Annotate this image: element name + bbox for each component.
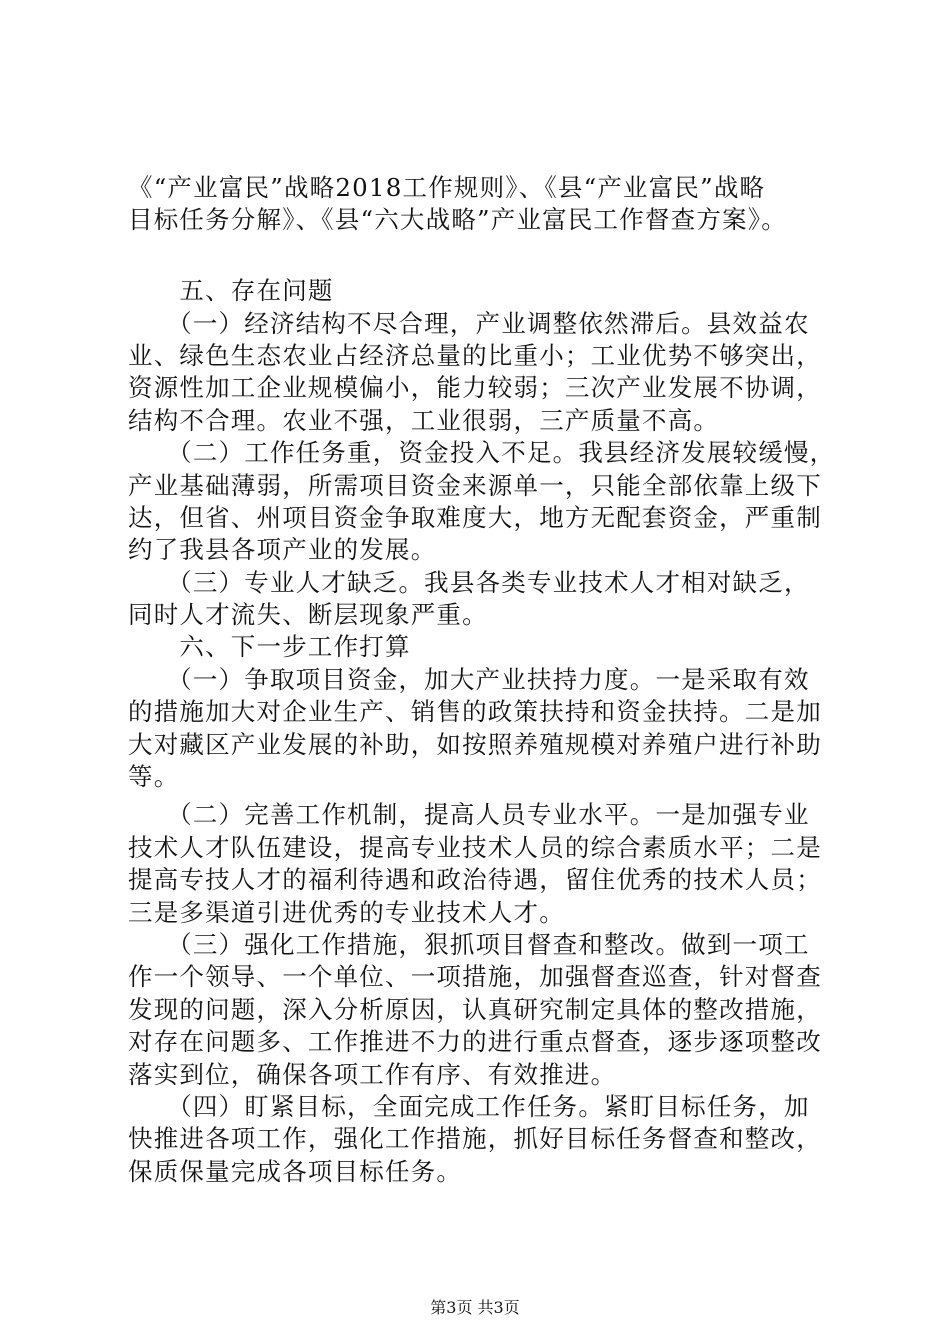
section-heading-problems: 五、存在问题 — [128, 276, 334, 306]
section-heading-next-steps: 六、下一步工作打算 — [128, 632, 411, 662]
paragraph-line: （一）经济结构不尽合理，产业调整依然滞后。县效益农 — [128, 308, 810, 338]
paragraph-line: 提高专技人才的福利待遇和政治待遇，留住优秀的技术人员； — [128, 865, 822, 895]
paragraph-line: 同时人才流失、断层现象严重。 — [128, 600, 488, 630]
paragraph-line: 资源性加工企业规模偏小，能力较弱；三次产业发展不协调， — [128, 373, 822, 403]
paragraph-line: 等。 — [128, 762, 180, 792]
paragraph-line: 技术人才队伍建设，提高专业技术人员的综合素质水平；二是 — [128, 832, 822, 862]
paragraph-line: （二）工作任务重，资金投入不足。我县经济发展较缓慢， — [128, 438, 836, 468]
paragraph-line: 大对藏区产业发展的补助，如按照养殖规模对养殖户进行补助 — [128, 729, 822, 759]
paragraph-line: 约了我县各项产业的发展。 — [128, 535, 437, 565]
paragraph-line: 业、绿色生态农业占经济总量的比重小；工业优势不够突出， — [128, 340, 822, 370]
paragraph-line: 的措施加大对企业生产、销售的政策扶持和资金扶持。二是加 — [128, 697, 822, 727]
paragraph-line: 作一个领导、一个单位、一项措施，加强督查巡查，针对督查 — [128, 962, 822, 992]
text-line: 《“产业富民”战略2018工作规则》、《县“产业富民”战略 — [128, 173, 766, 202]
paragraph-line: （三）强化工作措施，狠抓项目督查和整改。做到一项工 — [128, 929, 810, 959]
paragraph-line: 结构不合理。农业不强，工业很弱，三产质量不高。 — [128, 405, 720, 435]
paragraph-line: 发现的问题，深入分析原因，认真研究制定具体的整改措施， — [128, 994, 822, 1024]
paragraph-line: （一）争取项目资金，加大产业扶持力度。一是采取有效 — [128, 664, 810, 694]
paragraph-line: （三）专业人才缺乏。我县各类专业技术人才相对缺乏， — [128, 567, 810, 597]
paragraph-line: （四）盯紧目标，全面完成工作任务。紧盯目标任务，加 — [128, 1091, 810, 1121]
paragraph-line: （二）完善工作机制，提高人员专业水平。一是加强专业 — [128, 800, 810, 830]
paragraph-line: 三是多渠道引进优秀的专业技术人才。 — [128, 897, 565, 927]
paragraph-line: 落实到位，确保各项工作有序、有效推进。 — [128, 1059, 617, 1089]
paragraph-line: 达，但省、州项目资金争取难度大，地方无配套资金，严重制 — [128, 502, 822, 532]
paragraph-line: 对存在问题多、工作推进不力的进行重点督查，逐步逐项整改 — [128, 1027, 822, 1057]
document-body — [128, 172, 836, 1188]
paragraph-line: 保质保量完成各项目标任务。 — [128, 1156, 463, 1186]
blank-line — [128, 237, 828, 269]
paragraph-line: 产业基础薄弱，所需项目资金来源单一，只能全部依靠上级下 — [128, 470, 822, 500]
page-number-footer: 第3页 共3页 — [430, 1298, 520, 1317]
text-line: 目标任务分解》、《县“六大战略”产业富民工作督查方案》。 — [128, 205, 787, 235]
paragraph-line: 快推进各项工作，强化工作措施，抓好目标任务督查和整改， — [128, 1124, 822, 1154]
